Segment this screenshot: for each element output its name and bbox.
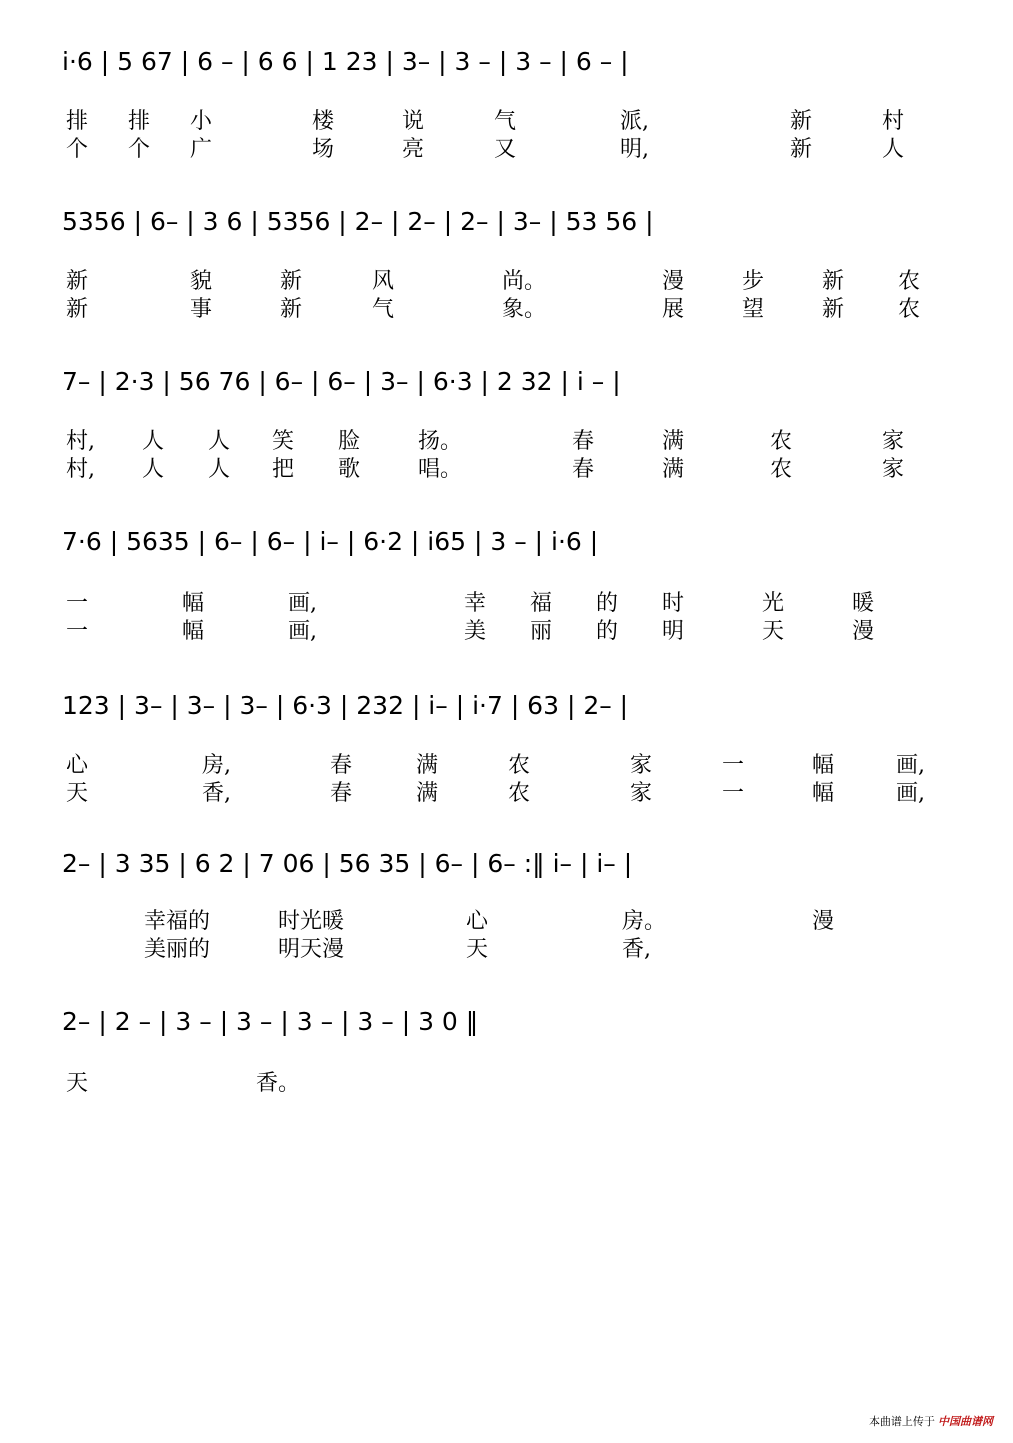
lyric-char: 新 <box>822 297 845 322</box>
lyric-verse-1 <box>62 264 972 294</box>
lyric-char: 香, <box>202 781 231 806</box>
lyric-char: 人 <box>208 457 231 482</box>
lyric-char: 满 <box>416 753 439 778</box>
lyric-char: 一 <box>66 619 89 644</box>
lyric-verse-2 <box>62 132 972 162</box>
lyric-char: 人 <box>142 457 165 482</box>
lyric-char: 丽 <box>530 619 553 644</box>
lyric-char: 房。 <box>622 909 667 934</box>
lyric-char: 春 <box>330 753 353 778</box>
lyric-char: 人 <box>142 429 165 454</box>
notation-line: 123 | 3– | 3– | 3– | 6·3 | 232 | i– | i·7 | 63 | 2– | <box>62 691 629 720</box>
lyric-char: 春 <box>572 429 595 454</box>
lyric-char: 尚。 <box>502 269 547 294</box>
lyric-phrase: 明天漫 <box>278 937 345 962</box>
site-logo: 中国曲谱网 <box>938 1416 993 1428</box>
lyric-verse-1 <box>62 1066 972 1096</box>
lyric-char: 新 <box>280 269 303 294</box>
lyric-char: 又 <box>494 137 517 162</box>
lyric-char: 天 <box>762 619 785 644</box>
lyric-char: 的 <box>596 591 619 616</box>
lyric-char: 亮 <box>402 137 425 162</box>
lyric-char: 农 <box>508 781 531 806</box>
lyric-char: 小 <box>190 109 213 134</box>
lyric-char: 笑 <box>272 429 295 454</box>
upload-text: 本曲谱上传于 <box>868 1416 935 1428</box>
lyric-verse-2 <box>62 614 972 644</box>
lyric-char: 春 <box>330 781 353 806</box>
lyric-char: 家 <box>630 753 653 778</box>
lyric-verse-2 <box>62 776 972 806</box>
lyric-char: 明, <box>620 137 649 162</box>
notation-line: 2– | 3 35 | 6 2 | 7 06 | 56 35 | 6– | 6– :‖ i– | i– | <box>62 849 633 878</box>
lyric-char: 农 <box>898 269 921 294</box>
lyric-char: 唱。 <box>418 457 463 482</box>
lyric-char: 新 <box>66 297 89 322</box>
lyric-char: 派, <box>620 109 649 134</box>
lyric-char: 满 <box>662 429 685 454</box>
notation-line: 5356 | 6– | 3 6 | 5356 | 2– | 2– | 2– | 3– | 53 56 | <box>62 207 654 236</box>
lyric-char: 农 <box>898 297 921 322</box>
lyric-char: 天 <box>66 781 89 806</box>
lyric-char: 气 <box>372 297 395 322</box>
lyric-char: 广 <box>190 137 213 162</box>
notation-line: i·6 | 5 67 | 6 – | 6 6 | 1 23 | 3– | 3 – | 3 – | 6 – | <box>62 47 629 76</box>
lyric-char: 场 <box>312 137 335 162</box>
lyric-char: 个 <box>66 137 89 162</box>
lyric-char: 的 <box>596 619 619 644</box>
lyric-char: 新 <box>822 269 845 294</box>
lyric-char: 新 <box>790 137 813 162</box>
lyric-char: 香, <box>622 937 651 962</box>
lyric-char: 村, <box>66 457 95 482</box>
lyric-char: 心 <box>466 909 489 934</box>
lyric-char: 暖 <box>852 591 875 616</box>
lyric-char: 说 <box>402 109 425 134</box>
lyric-char: 心 <box>66 753 89 778</box>
lyric-char: 满 <box>416 781 439 806</box>
notation-line: 7– | 2·3 | 56 76 | 6– | 6– | 3– | 6·3 | 2 32 | i – | <box>62 367 621 396</box>
lyric-char: 福 <box>530 591 553 616</box>
lyric-char: 光 <box>762 591 785 616</box>
lyric-char: 幅 <box>182 619 205 644</box>
lyric-char: 画, <box>288 619 317 644</box>
lyric-char: 新 <box>790 109 813 134</box>
lyric-char: 幅 <box>812 753 835 778</box>
lyric-verse-1 <box>62 586 972 616</box>
lyric-char: 步 <box>742 269 765 294</box>
lyric-char: 一 <box>722 781 745 806</box>
lyric-char: 漫 <box>662 269 685 294</box>
lyric-char: 个 <box>128 137 151 162</box>
lyric-verse-2 <box>62 452 972 482</box>
lyric-char: 楼 <box>312 109 335 134</box>
lyric-char: 农 <box>508 753 531 778</box>
lyric-char: 幅 <box>182 591 205 616</box>
lyric-char: 排 <box>66 109 89 134</box>
lyric-char: 人 <box>882 137 905 162</box>
lyric-char: 漫 <box>852 619 875 644</box>
lyric-char: 望 <box>742 297 765 322</box>
lyric-char: 画, <box>896 753 925 778</box>
lyric-phrase: 美丽的 <box>144 937 211 962</box>
lyric-char: 幅 <box>812 781 835 806</box>
lyric-char: 天 <box>466 937 489 962</box>
lyric-verse-2 <box>62 932 972 962</box>
lyric-char: 排 <box>128 109 151 134</box>
lyric-verse-1 <box>62 904 972 934</box>
lyric-char: 农 <box>770 429 793 454</box>
lyric-char: 家 <box>882 429 905 454</box>
lyric-verse-2 <box>62 292 972 322</box>
lyric-char: 画, <box>288 591 317 616</box>
upload-credit <box>869 1413 993 1429</box>
lyric-char: 天 <box>66 1071 89 1096</box>
lyric-char: 扬。 <box>418 429 463 454</box>
lyric-char: 新 <box>280 297 303 322</box>
lyric-char: 明 <box>662 619 685 644</box>
lyric-char: 新 <box>66 269 89 294</box>
lyric-verse-1 <box>62 748 972 778</box>
lyric-char: 春 <box>572 457 595 482</box>
lyric-char: 一 <box>66 591 89 616</box>
lyric-char: 家 <box>882 457 905 482</box>
lyric-char: 脸 <box>338 429 361 454</box>
lyric-char: 风 <box>372 269 395 294</box>
lyric-char: 满 <box>662 457 685 482</box>
lyric-verse-1 <box>62 424 972 454</box>
lyric-char: 房, <box>202 753 231 778</box>
lyric-char: 农 <box>770 457 793 482</box>
lyric-phrase: 时光暖 <box>278 909 345 934</box>
lyric-verse-1 <box>62 104 972 134</box>
lyric-char: 人 <box>208 429 231 454</box>
lyric-char: 事 <box>190 297 213 322</box>
lyric-char: 把 <box>272 457 295 482</box>
lyric-char: 象。 <box>502 297 547 322</box>
lyric-char: 村, <box>66 429 95 454</box>
lyric-char: 展 <box>662 297 685 322</box>
lyric-char: 美 <box>464 619 487 644</box>
lyric-char: 幸 <box>464 591 487 616</box>
lyric-char: 一 <box>722 753 745 778</box>
notation-line: 2– | 2 – | 3 – | 3 – | 3 – | 3 – | 3 0 ‖ <box>62 1007 479 1036</box>
lyric-phrase: 幸福的 <box>144 909 211 934</box>
lyric-char: 村 <box>882 109 905 134</box>
lyric-char: 时 <box>662 591 685 616</box>
lyric-char: 家 <box>630 781 653 806</box>
lyric-char: 漫 <box>812 909 835 934</box>
lyric-char: 貌 <box>190 269 213 294</box>
lyric-char: 画, <box>896 781 925 806</box>
notation-line: 7·6 | 5635 | 6– | 6– | i– | 6·2 | i65 | 3 – | i·6 | <box>62 527 599 556</box>
lyric-char: 气 <box>494 109 517 134</box>
lyric-char: 歌 <box>338 457 361 482</box>
lyric-char: 香。 <box>256 1071 301 1096</box>
